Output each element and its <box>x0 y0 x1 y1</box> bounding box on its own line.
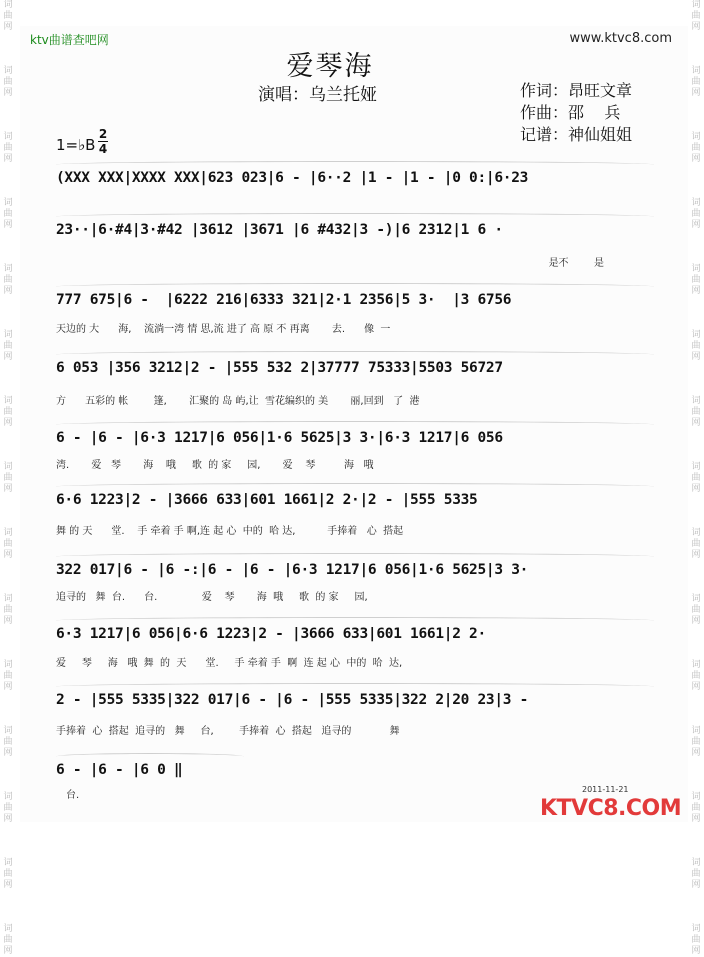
time-signature-top: 2 <box>98 127 108 141</box>
singer-credit: 演唱：乌兰托娅 <box>258 85 377 105</box>
lyric-line-6: 舞 的 天 堂. 手 牵着 手 啊,连 起 心 中的 哈 达, 手捧着 心 搭起 <box>56 526 404 537</box>
key-signature: 1=♭B <box>56 136 96 154</box>
lyric-line-3: 天边的 大 海, 流淌一湾 情 思,流 进了 高 原 不 再离 去. 像 一 <box>56 324 391 335</box>
site-logo: KTVC8.COM <box>540 796 682 821</box>
notation-line-10: 6 - |6 - |6 0 ‖ <box>56 762 244 778</box>
site-name: ktv曲谱查吧网 <box>30 33 109 47</box>
transcriber-credit: 记谱：神仙姐姐 <box>520 125 633 144</box>
notation-line-8: 6·3 1217|6 056|6·6 1223|2 - |3666 633|601 1661|2 2· <box>56 626 654 642</box>
time-signature-bottom: 4 <box>98 142 108 156</box>
credits-block <box>520 80 632 146</box>
watermark-right: 词 曲 网 词 曲 网 词 曲 网 词 曲 网 词 曲 网 词 曲 网 词 曲 网 词 曲 网 词 曲 网 词 曲 网 词 曲 网 词 曲 网 词 曲 网 词 曲 网 词 曲 网 <box>691 0 701 956</box>
notation-line-9: 2 - |555 5335|322 017|6 - |6 - |555 5335|322 2|20 23|3 - <box>56 692 654 708</box>
lyric-line-10: 台. <box>66 790 80 801</box>
notation-line-4: 6 053 |356 3212|2 - |555 532 2|37777 75333|5503 56727 <box>56 360 654 376</box>
song-title: 爱琴海 <box>286 51 374 82</box>
lyric-line-9: 手捧着 心 搭起 追寻的 舞 台, 手捧着 心 搭起 追寻的 舞 <box>56 726 400 737</box>
lyric-line-7: 追寻的 舞 台. 台. 爱 琴 海 哦 歌 的 家 园, <box>56 592 368 603</box>
notation-line-7: 322 017|6 - |6 -:|6 - |6 - |6·3 1217|6 056|1·6 5625|3 3· <box>56 562 654 578</box>
notation-line-2: 23··|6·#4|3·#42 |3612 |3671 |6 #432|3 -)|6 2312|1 6 · <box>56 222 654 238</box>
notation-line-6: 6·6 1223|2 - |3666 633|601 1661|2 2·|2 - |555 5335 <box>56 492 654 508</box>
transcription-date: 2011-11-21 <box>582 785 629 794</box>
lyric-line-2: 是不 是 <box>548 258 604 269</box>
lyric-line-5: 湾. 爱 琴 海 哦 歌 的 家 园, 爱 琴 海 哦 <box>56 460 374 471</box>
lyric-line-4: 方 五彩的 帐 篷, 汇聚的 岛 屿,让 雪花编织的 美 丽,回到 了 港 <box>56 396 420 407</box>
notation-line-1: (XXX XXX|XXXX XXX|623 023|6 - |6··2 |1 - |1 - |0 0:|6·23 <box>56 170 654 186</box>
time-signature <box>98 128 108 155</box>
lyric-line-8: 爱 琴 海 哦 舞 的 天 堂. 手 牵着 手 啊 连 起 心 中的 哈 达, <box>56 658 403 669</box>
lyricist-credit: 作词：昂旺文章 <box>520 81 633 100</box>
notation-line-3: 777 675|6 - |6222 216|6333 321|2·1 2356|5 3· |3 6756 <box>56 292 654 308</box>
composer-credit: 作曲：邵 兵 <box>520 103 621 122</box>
watermark-left: 词 曲 网 词 曲 网 词 曲 网 词 曲 网 词 曲 网 词 曲 网 词 曲 网 词 曲 网 词 曲 网 词 曲 网 词 曲 网 词 曲 网 词 曲 网 词 曲 网 词 曲 网 <box>3 0 13 956</box>
site-url: www.ktvc8.com <box>569 31 672 46</box>
notation-line-5: 6 - |6 - |6·3 1217|6 056|1·6 5625|3 3·|6·3 1217|6 056 <box>56 430 654 446</box>
